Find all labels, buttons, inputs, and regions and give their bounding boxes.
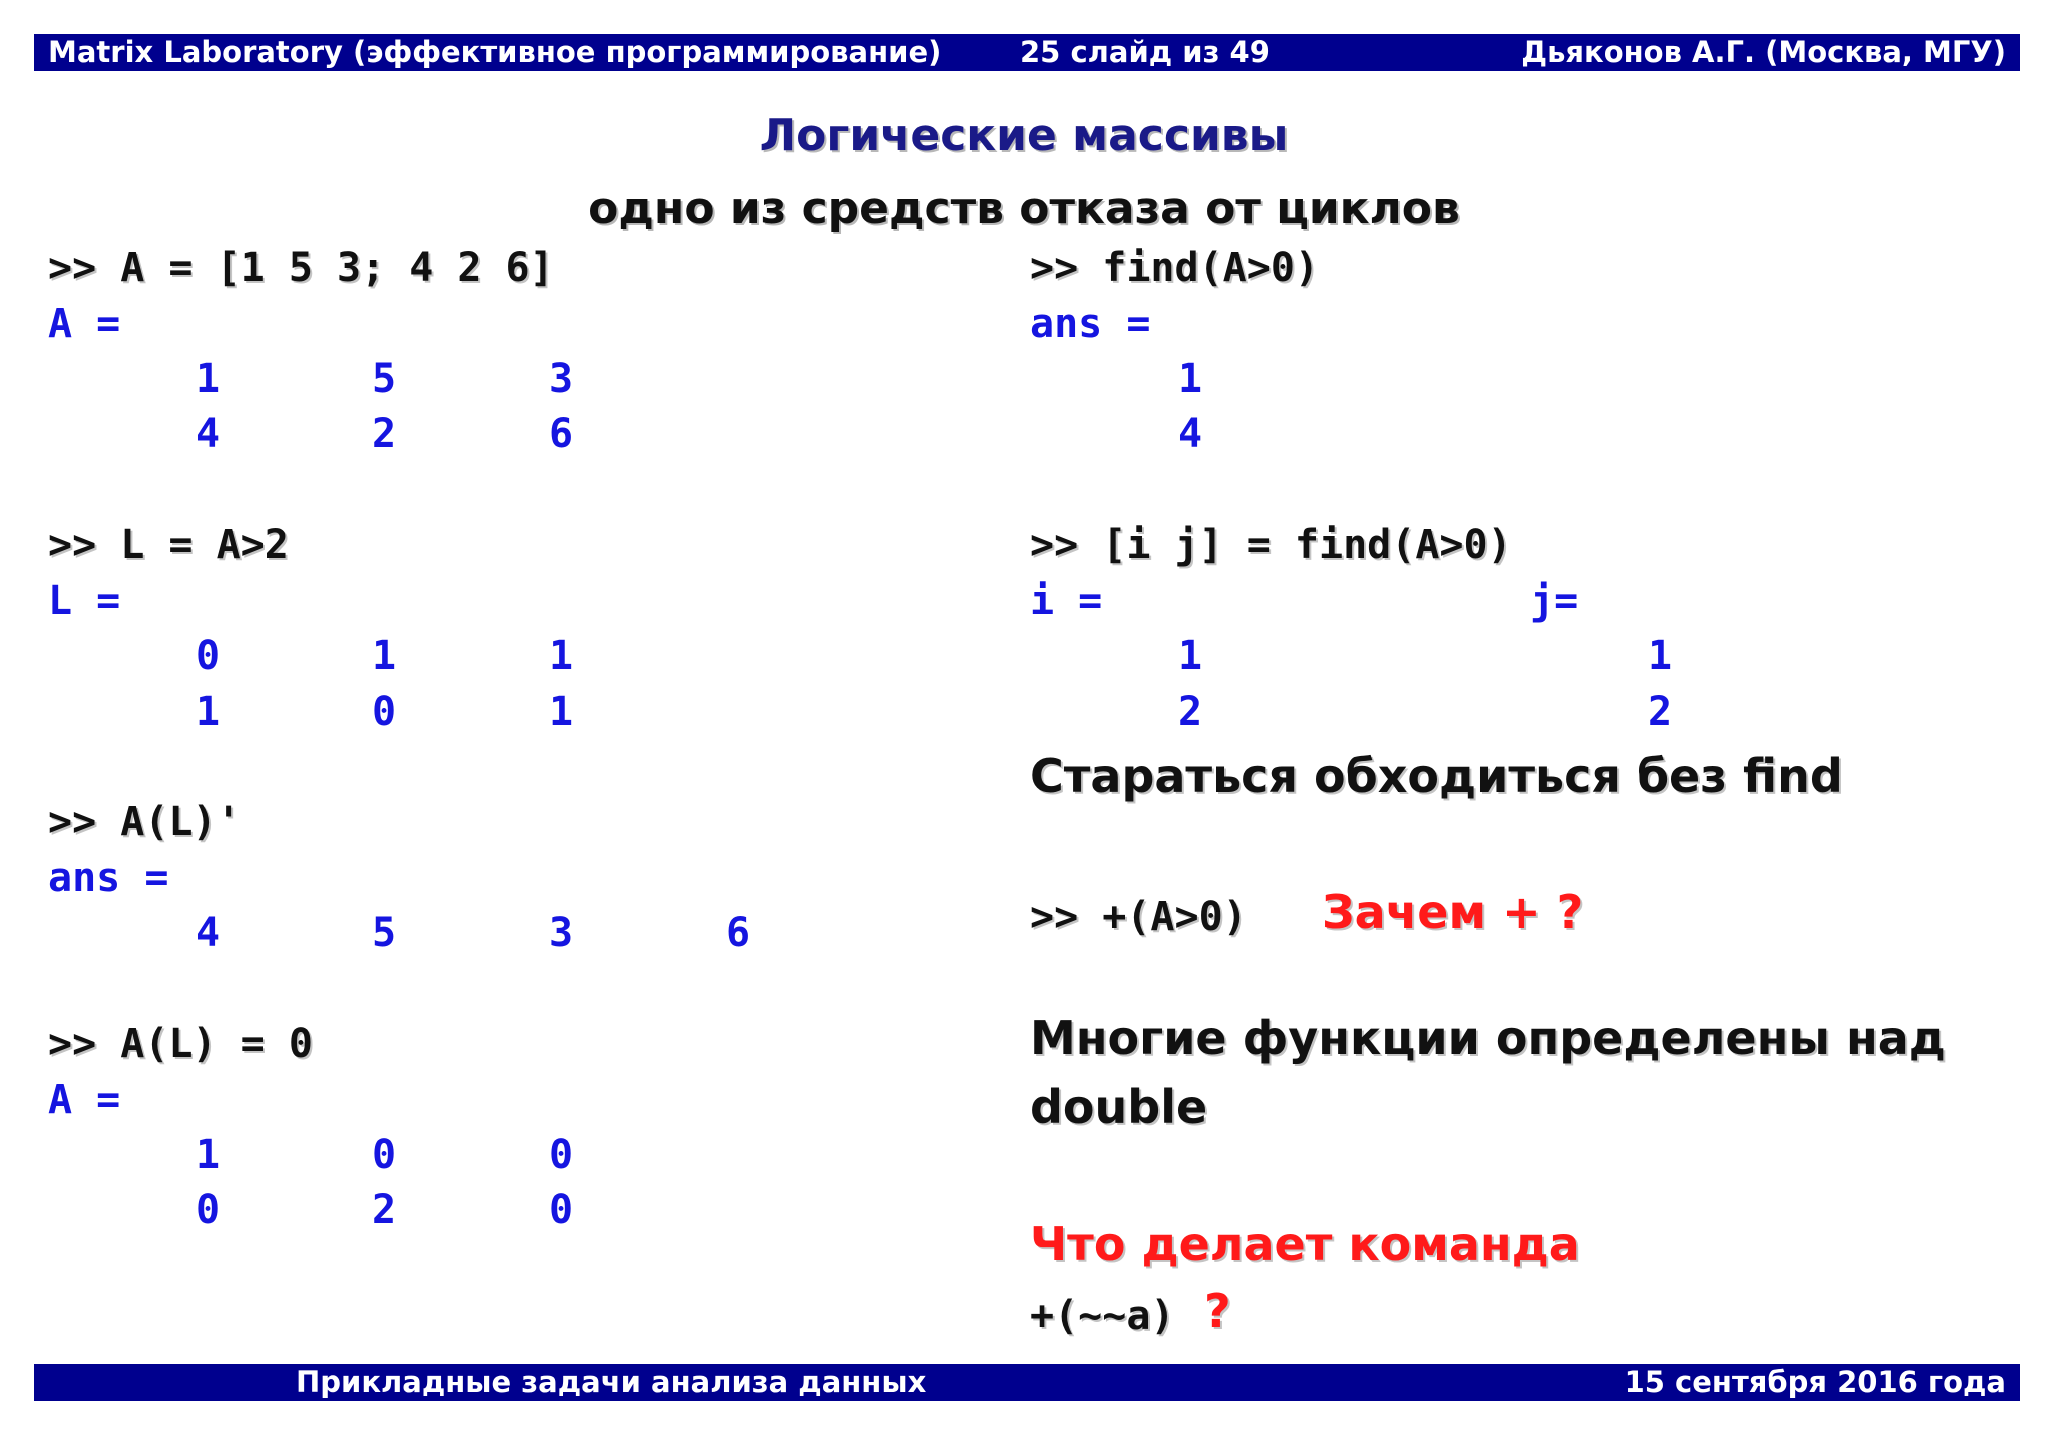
matrix-cell: 0 — [372, 689, 397, 735]
output-label-j: j= — [1530, 578, 1579, 624]
vector-cell: 6 — [726, 910, 751, 956]
matrix-cell: 1 — [196, 1132, 221, 1178]
command-logical-l: >> L = A>2 — [48, 522, 289, 568]
output-label-a: A = — [48, 301, 121, 347]
matrix-cell: 1 — [196, 689, 221, 735]
command-index-transpose: >> A(L)' — [48, 799, 241, 845]
matrix-cell: 2 — [372, 1187, 397, 1233]
matrix-cell: 3 — [549, 356, 574, 402]
course-title: Matrix Laboratory (эффективное программирование) — [48, 35, 942, 69]
note-double-line1: Многие функции определены над — [1030, 1011, 1946, 1065]
output-label-a: A = — [48, 1077, 121, 1123]
command-double-negation: +(~~a) — [1030, 1293, 1175, 1339]
vector-cell: 4 — [196, 910, 221, 956]
footer-bar — [34, 1364, 2020, 1401]
output-label-ans: ans = — [48, 855, 169, 901]
slide-subtitle: одно из средств отказа от циклов — [588, 183, 1460, 234]
output-label-i: i = — [1030, 578, 1103, 624]
output-label-ans: ans = — [1030, 301, 1151, 347]
command-assign-zero: >> A(L) = 0 — [48, 1021, 313, 1067]
matrix-cell: 6 — [549, 411, 574, 457]
i-value: 1 — [1178, 633, 1203, 679]
find-result-value: 1 — [1178, 356, 1203, 402]
command-create-a: >> A = [1 5 3; 4 2 6] — [48, 245, 554, 291]
course-name: Прикладные задачи анализа данных — [296, 1365, 927, 1399]
question-mark: ? — [1204, 1284, 1231, 1338]
matrix-cell: 2 — [372, 411, 397, 457]
question-why-plus: Зачем + ? — [1322, 885, 1584, 939]
matrix-cell: 0 — [549, 1187, 574, 1233]
matrix-cell: 0 — [196, 633, 221, 679]
output-label-l: L = — [48, 578, 121, 624]
command-plus-logical: >> +(A>0) — [1030, 894, 1247, 940]
matrix-cell: 1 — [196, 356, 221, 402]
command-find-ij: >> [i j] = find(A>0) — [1030, 522, 1512, 568]
vector-cell: 5 — [372, 910, 397, 956]
header-bar — [34, 34, 2020, 71]
i-value: 2 — [1178, 689, 1203, 735]
matrix-cell: 0 — [549, 1132, 574, 1178]
matrix-cell: 1 — [372, 633, 397, 679]
matrix-cell: 4 — [196, 411, 221, 457]
find-result-value: 4 — [1178, 411, 1203, 457]
question-what-command: Что делает команда — [1030, 1217, 1580, 1271]
j-value: 1 — [1648, 633, 1673, 679]
slide-title: Логические массивы — [759, 110, 1289, 161]
slide-counter: 25 слайд из 49 — [1020, 35, 1270, 69]
matrix-cell: 0 — [196, 1187, 221, 1233]
slide-date: 15 сентября 2016 года — [1624, 1365, 2006, 1399]
note-avoid-find: Стараться обходиться без find — [1030, 749, 1843, 803]
matrix-cell: 0 — [372, 1132, 397, 1178]
matrix-cell: 1 — [549, 689, 574, 735]
note-double-line2: double — [1030, 1080, 1208, 1134]
matrix-cell: 1 — [549, 633, 574, 679]
vector-cell: 3 — [549, 910, 574, 956]
command-find: >> find(A>0) — [1030, 245, 1319, 291]
author: Дьяконов А.Г. (Москва, МГУ) — [1521, 35, 2006, 69]
matrix-cell: 5 — [372, 356, 397, 402]
j-value: 2 — [1648, 689, 1673, 735]
